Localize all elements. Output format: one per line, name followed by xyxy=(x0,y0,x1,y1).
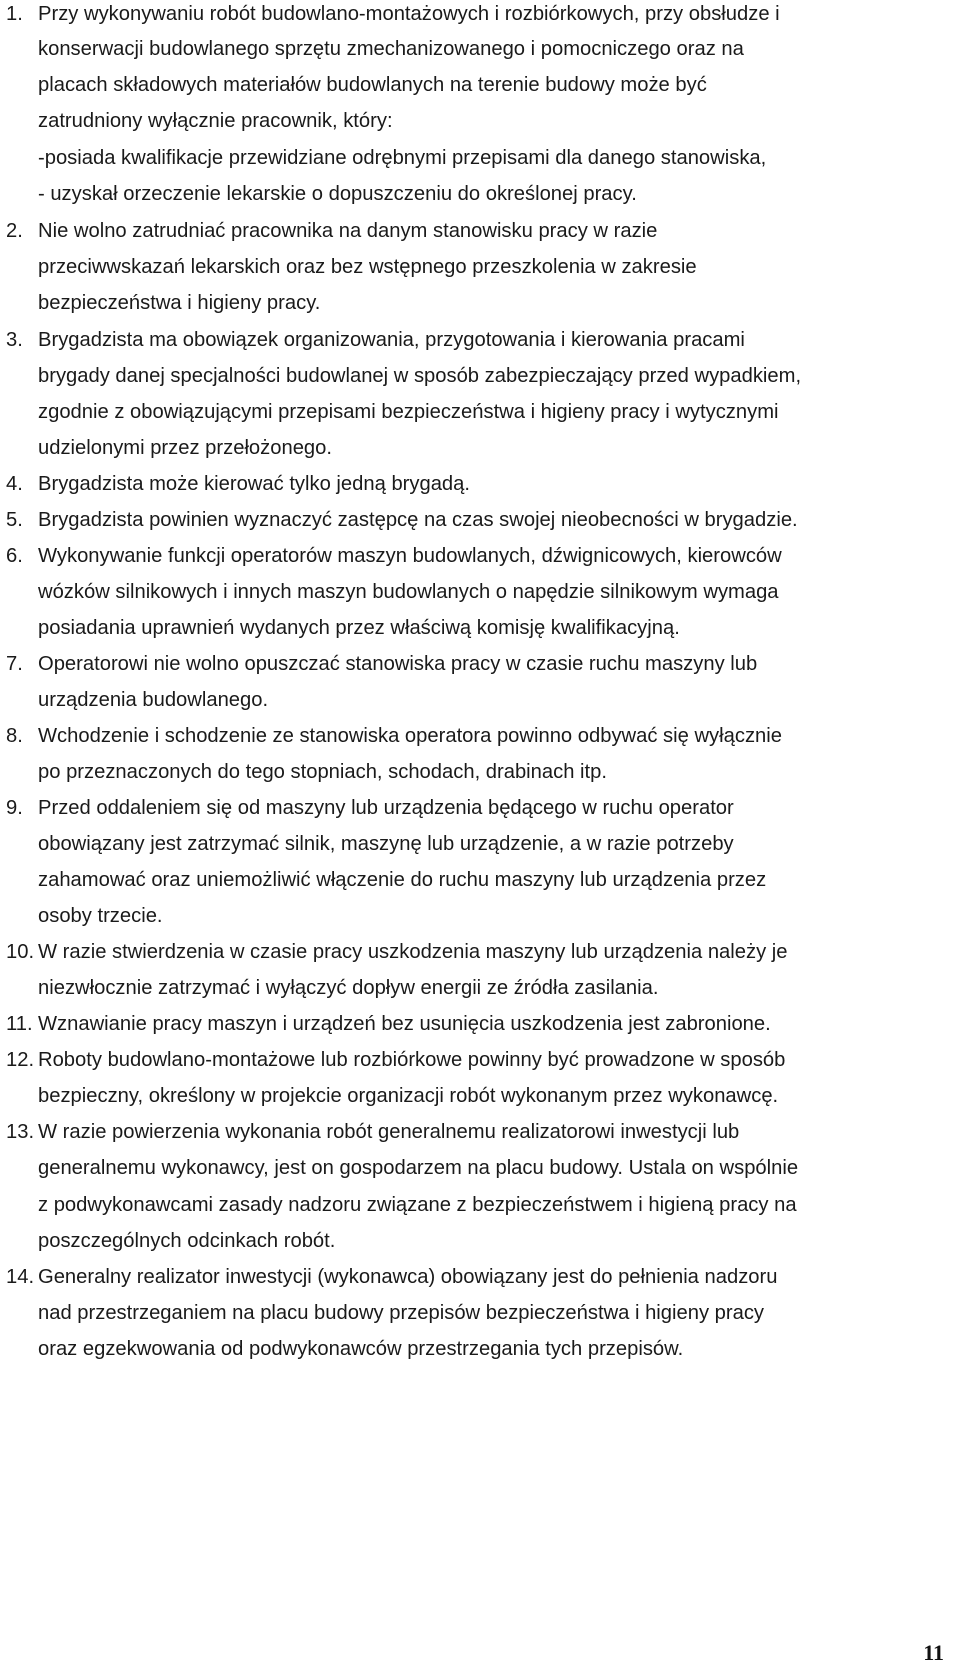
list-item-text-line: Przed oddaleniem się od maszyny lub urządzenia będącego w ruchu operator xyxy=(38,797,734,819)
list-item-number: 6. xyxy=(6,545,23,567)
list-item-text-line: konserwacji budowlanego sprzętu zmechanizowanego i pomocniczego oraz na xyxy=(38,38,744,60)
list-item-number: 12. xyxy=(6,1049,35,1071)
list-item-text-line: osoby trzecie. xyxy=(38,905,163,927)
list-item-text-line: z podwykonawcami zasady nadzoru związane z bezpieczeństwem i higieną pracy na xyxy=(38,1194,797,1216)
list-item-text-line: po przeznaczonych do tego stopniach, schodach, drabinach itp. xyxy=(38,761,607,783)
list-item-text-line: bezpieczny, określony w projekcie organizacji robót wykonanym przez wykonawcę. xyxy=(38,1085,779,1107)
list-item-text-line: Roboty budowlano-montażowe lub rozbiórkowe powinny być prowadzone w sposób xyxy=(38,1049,786,1071)
list-item-text-line: Generalny realizator inwestycji (wykonawca) obowiązany jest do pełnienia nadzoru xyxy=(38,1266,778,1288)
list-item-number: 3. xyxy=(6,329,23,351)
list-item-number: 2. xyxy=(6,220,23,242)
list-item-text-line: Wykonywanie funkcji operatorów maszyn budowlanych, dźwignicowych, kierowców xyxy=(38,545,782,567)
list-item-text-line: obowiązany jest zatrzymać silnik, maszynę lub urządzenie, a w razie potrzeby xyxy=(38,833,734,855)
list-item-text-line: niezwłocznie zatrzymać i wyłączyć dopływ energii ze źródła zasilania. xyxy=(38,977,659,999)
list-item-number: 7. xyxy=(6,653,23,675)
list-item-text-line: W razie stwierdzenia w czasie pracy uszkodzenia maszyny lub urządzenia należy je xyxy=(38,941,788,963)
list-item-text-line: -posiada kwalifikacje przewidziane odrębnymi przepisami dla danego stanowiska, xyxy=(38,147,767,169)
list-item-text-line: udzielonymi przez przełożonego. xyxy=(38,437,333,459)
list-item-text-line: Brygadzista może kierować tylko jedną brygadą. xyxy=(38,473,471,495)
list-item-text-line: W razie powierzenia wykonania robót generalnemu realizatorowi inwestycji lub xyxy=(38,1121,740,1143)
list-item-number: 13. xyxy=(6,1121,35,1143)
list-item-number: 10. xyxy=(6,941,35,963)
page-number: 11 xyxy=(923,1640,944,1665)
list-item-number: 9. xyxy=(6,797,23,819)
list-item-text-line: zatrudniony wyłącznie pracownik, który: xyxy=(38,110,393,132)
list-item-text-line: posiadania uprawnień wydanych przez właściwą komisję kwalifikacyjną. xyxy=(38,617,680,639)
list-item-text-line: Wznawianie pracy maszyn i urządzeń bez usunięcia uszkodzenia jest zabronione. xyxy=(38,1013,771,1035)
list-item-text-line: - uzyskał orzeczenie lekarskie o dopuszczeniu do określonej pracy. xyxy=(38,183,637,205)
list-item-text-line: brygady danej specjalności budowlanej w sposób zabezpieczający przed wypadkiem, xyxy=(38,365,802,387)
list-item-text-line: urządzenia budowlanego. xyxy=(38,689,269,711)
list-item-number: 11. xyxy=(6,1013,33,1035)
list-item-text-line: poszczególnych odcinkach robót. xyxy=(38,1230,336,1252)
list-item-text-line: oraz egzekwowania od podwykonawców przestrzegania tych przepisów. xyxy=(38,1338,684,1360)
list-item-text-line: wózków silnikowych i innych maszyn budowlanych o napędzie silnikowym wymaga xyxy=(38,581,779,603)
list-item-text-line: generalnemu wykonawcy, jest on gospodarzem na placu budowy. Ustala on wspólnie xyxy=(38,1157,799,1179)
list-item-text-line: Wchodzenie i schodzenie ze stanowiska operatora powinno odbywać się wyłącznie xyxy=(38,725,782,747)
list-item-text-line: Operatorowi nie wolno opuszczać stanowiska pracy w czasie ruchu maszyny lub xyxy=(38,653,758,675)
list-item-number: 8. xyxy=(6,725,23,747)
list-item-text-line: Nie wolno zatrudniać pracownika na danym stanowisku pracy w razie xyxy=(38,220,658,242)
list-item-text-line: Brygadzista ma obowiązek organizowania, przygotowania i kierowania pracami xyxy=(38,329,745,351)
list-item-number: 1. xyxy=(6,3,23,25)
list-item-text-line: zgodnie z obowiązującymi przepisami bezpieczeństwa i higieny pracy i wytycznymi xyxy=(38,401,779,423)
list-item-text-line: przeciwwskazań lekarskich oraz bez wstępnego przeszkolenia w zakresie xyxy=(38,256,697,278)
list-item-text-line: zahamować oraz uniemożliwić włączenie do ruchu maszyny lub urządzenia przez xyxy=(38,869,767,891)
list-item-text-line: placach składowych materiałów budowlanych na terenie budowy może być xyxy=(38,74,707,96)
list-item-number: 5. xyxy=(6,509,23,531)
list-item-number: 14. xyxy=(6,1266,35,1288)
list-item-text-line: Przy wykonywaniu robót budowlano-montażowych i rozbiórkowych, przy obsłudze i xyxy=(38,3,780,25)
list-item-text-line: Brygadzista powinien wyznaczyć zastępcę na czas swojej nieobecności w brygadzie. xyxy=(38,509,798,531)
list-item-text-line: nad przestrzeganiem na placu budowy przepisów bezpieczeństwa i higieny pracy xyxy=(38,1302,765,1324)
list-item-number: 4. xyxy=(6,473,23,495)
list-item-text-line: bezpieczeństwa i higieny pracy. xyxy=(38,292,321,314)
